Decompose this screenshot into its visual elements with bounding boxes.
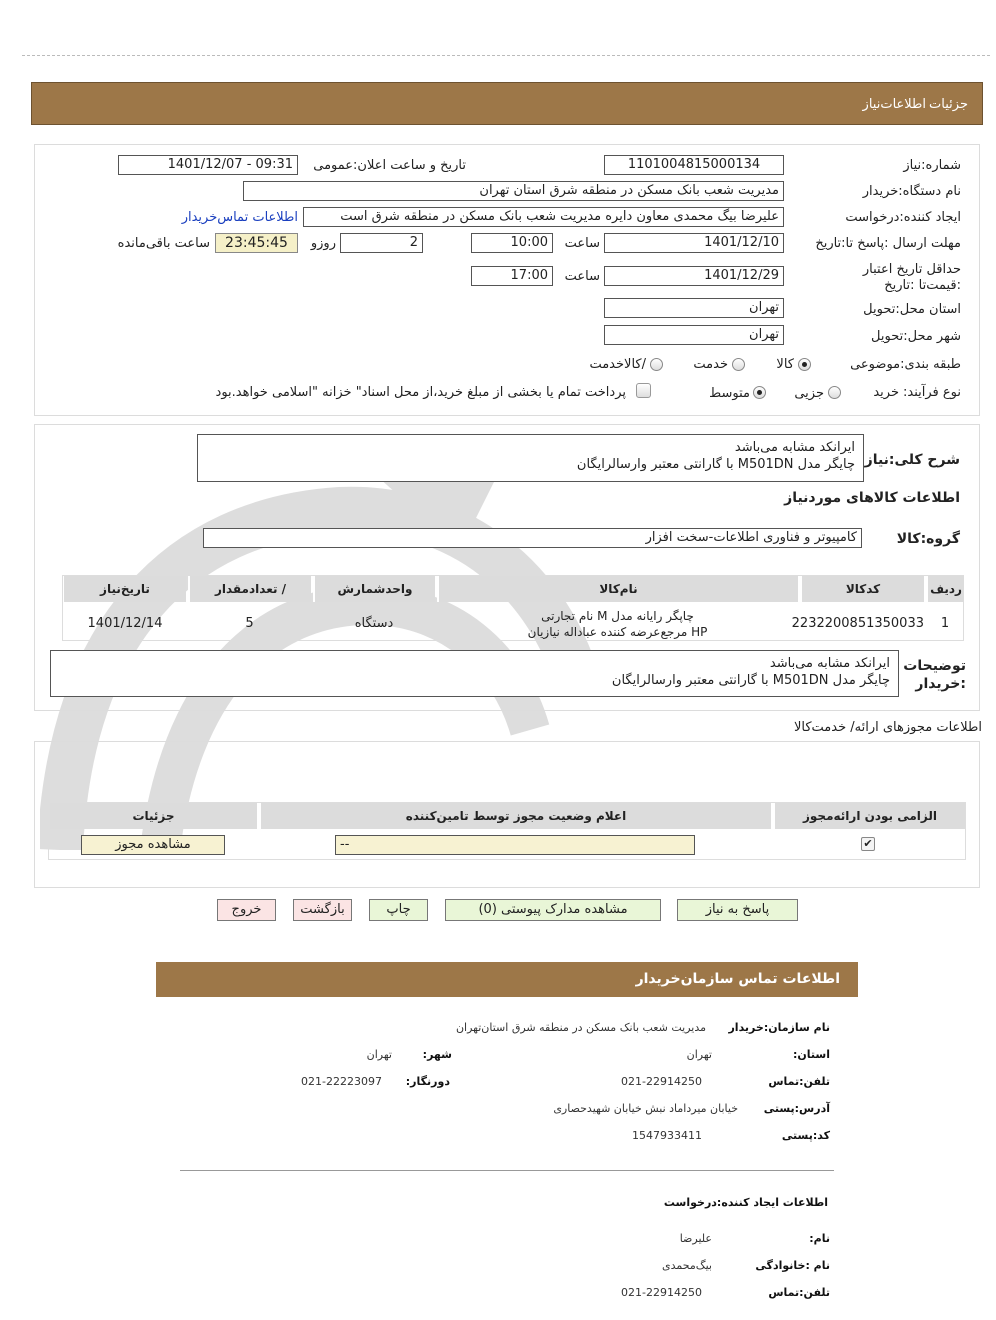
contact-address-value: خیابان میرداماد نبش خیابان شهیدحصاری xyxy=(553,1102,738,1115)
row-name-line1: چاپگر رایانه مدل M نام تجارتی xyxy=(541,609,694,623)
buyer-contact-link[interactable]: اطلاعات تماس‌خریدار xyxy=(181,210,298,225)
creator-title: اطلاعات ایجاد کننده:درخواست xyxy=(663,1196,828,1209)
row-index: 1 xyxy=(940,616,950,631)
deadline-date-field: 1401/12/10 xyxy=(604,233,784,253)
deadline-label: مهلت ارسال :پاسخ تا:تاریخ xyxy=(815,236,961,251)
contact-phone-label: تلفن:تماس xyxy=(768,1075,830,1088)
contact-divider xyxy=(180,1170,834,1171)
goods-info-title: اطلاعات کالاهای موردنیاز xyxy=(784,490,960,506)
process-purchase-label: خرید xyxy=(873,385,899,400)
province-field: تهران xyxy=(604,298,784,318)
announce-datetime-field: 1401/12/07 - 09:31 xyxy=(118,155,298,175)
requester-label: ایجاد کننده:درخواست xyxy=(845,210,961,225)
permits-title: اطلاعات مجوزهای ارائه/ خدمت‌کالا xyxy=(793,720,982,735)
buyer-notes-line1: ایرانکد مشابه می‌باشد xyxy=(769,656,890,671)
validity-label: حداقل تاریخ اعتبار :قیمت‌تا :تاریخ xyxy=(862,262,961,293)
permit-status-field: -- xyxy=(335,835,695,855)
creator-phone-value: 021-22914250 xyxy=(621,1286,702,1299)
contact-postal-label: کد:پستی xyxy=(781,1129,830,1142)
row-date: 1401/12/14 xyxy=(87,616,163,631)
creator-first-name-value: علیرضا xyxy=(679,1232,712,1245)
contact-header-bar xyxy=(156,962,858,997)
col-unit-header: واحدشمارش xyxy=(313,576,435,602)
requester-field: علیرضا بیگ محمدی معاون دایره مدیریت شعب بانک مسکن در منطقه شرق است xyxy=(303,207,784,227)
need-number-field: 1101004815000134 xyxy=(604,155,784,175)
row-code: 2232200851350033 xyxy=(791,616,924,631)
contact-postal-value: 1547933411 xyxy=(632,1129,702,1142)
city-label: شهر محل:تحویل xyxy=(871,329,961,344)
province-label: استان محل:تحویل xyxy=(863,302,961,317)
days-field: 2 xyxy=(340,233,423,253)
contact-phone-value: 021-22914250 xyxy=(621,1075,702,1088)
deadline-time-field: 10:00 xyxy=(471,233,553,253)
reply-button[interactable]: پاسخ به نیاز xyxy=(677,899,798,921)
need-number-label: شماره:نیاز xyxy=(903,158,961,173)
back-button[interactable]: بازگشت xyxy=(293,899,352,921)
buyer-notes-label-line2: :خریدار xyxy=(915,676,966,692)
header-bar xyxy=(31,82,983,125)
tab-need-info[interactable]: اطلاعات‌نیاز xyxy=(862,97,926,112)
deadline-time-label: ساعت xyxy=(564,236,600,251)
row-qty: 5 xyxy=(245,616,254,631)
goods-group-field: کامپیوتر و فناوری اطلاعات-سخت افزار xyxy=(203,528,862,548)
col-qty-header: / تعدادمقدار xyxy=(188,576,311,602)
treasury-payment-note: پرداخت تمام یا بخشی از مبلغ خرید،از محل اسناد" خزانه "اسلامی خواهد.بود xyxy=(215,385,626,400)
process-medium-label: متوسط xyxy=(709,386,750,401)
general-description-box xyxy=(197,434,864,482)
general-description-line1: ایرانکد مشابه می‌باشد xyxy=(734,440,855,455)
treasury-payment-checkbox[interactable] xyxy=(636,383,651,398)
contact-title: اطلاعات تماس سازمان‌خریدار xyxy=(635,971,840,987)
process-minor-radio[interactable] xyxy=(828,386,841,399)
category-label: طبقه بندی:موضوعی xyxy=(850,357,961,372)
row-unit: دستگاه xyxy=(354,616,394,631)
permit-required-checkbox[interactable]: ✔ xyxy=(861,837,875,851)
creator-last-name-label: نام :خانوادگی xyxy=(755,1259,830,1272)
top-divider xyxy=(22,55,990,56)
process-minor-label: جزیی xyxy=(794,386,824,401)
col-code-header: کدکالا xyxy=(800,576,924,602)
category-goods-service-radio[interactable] xyxy=(650,358,663,371)
view-permit-button[interactable]: مشاهده مجوز xyxy=(81,835,225,855)
validity-time-label: ساعت xyxy=(564,269,600,284)
days-label: روزو xyxy=(310,236,336,251)
category-service-radio[interactable] xyxy=(732,358,745,371)
city-field: تهران xyxy=(604,325,784,345)
general-description-line2: چایگر مدل M501DN با گارانتی معتبر وارسالرایگان xyxy=(576,457,855,472)
contact-address-label: آدرس:پستی xyxy=(763,1102,830,1115)
goods-group-label: گروه:کالا xyxy=(896,531,960,547)
contact-org-value: مدیریت شعب بانک مسکن در منطقه شرق استان‌تهران xyxy=(455,1021,706,1034)
validity-date-field: 1401/12/29 xyxy=(604,266,784,286)
creator-phone-label: تلفن:تماس xyxy=(768,1286,830,1299)
permit-status-header: اعلام وضعیت مجوز توسط تامین‌کننده xyxy=(259,803,771,829)
permit-details-header: جزئیات xyxy=(50,803,257,829)
buyer-notes-label xyxy=(903,657,966,693)
contact-province-value: تهران xyxy=(686,1048,712,1061)
buyer-notes-line2: چایگر مدل M501DN با گارانتی معتبر وارسالرایگان xyxy=(611,673,890,688)
validity-time-field: 17:00 xyxy=(471,266,553,286)
buyer-org-field: مدیریت شعب بانک مسکن در منطقه شرق استان تهران xyxy=(243,181,784,201)
row-name-line2: HP مرجع‌عرضه کننده عباداله نیازیان xyxy=(527,625,708,639)
announce-label: تاریخ و ساعت اعلان:عمومی xyxy=(313,158,466,173)
creator-first-name-label: نام: xyxy=(809,1232,830,1245)
col-row-header: ردیف xyxy=(926,576,964,602)
buyer-notes-box xyxy=(50,650,899,697)
contact-city-value: تهران xyxy=(366,1048,392,1061)
process-medium-radio[interactable] xyxy=(753,386,766,399)
process-label: نوع فرآیند: xyxy=(903,385,961,400)
category-goods-radio[interactable] xyxy=(798,358,811,371)
category-goods-label: کالا xyxy=(776,357,794,372)
contact-fax-value: 021-22223097 xyxy=(301,1075,382,1088)
exit-button[interactable]: خروج xyxy=(217,899,276,921)
row-name xyxy=(437,608,798,640)
category-goods-service-label: /کالاخدمت xyxy=(589,357,646,372)
tab-details[interactable]: جزئیات xyxy=(929,97,968,112)
col-name-header: نام‌کالا xyxy=(437,576,798,602)
remaining-time-field: 23:45:45 xyxy=(215,233,298,253)
attachments-button[interactable]: مشاهده مدارک پیوستی (0) xyxy=(445,899,661,921)
category-service-label: خدمت xyxy=(693,357,728,372)
col-date-header: تاریخ‌نیاز xyxy=(64,576,186,602)
creator-last-name-value: بیگ‌محمدی xyxy=(662,1259,712,1272)
buyer-notes-label-line1: توضیحات xyxy=(903,658,966,674)
contact-city-label: شهر: xyxy=(422,1048,452,1061)
contact-province-label: استان: xyxy=(793,1048,830,1061)
contact-fax-label: دورنگار: xyxy=(405,1075,450,1088)
contact-org-label: نام سازمان:خریدار xyxy=(728,1021,830,1034)
permit-required-header: الزامی بودن ارائه‌مجوز xyxy=(773,803,965,829)
remaining-label: ساعت باقی‌مانده xyxy=(117,236,210,251)
general-description-label: شرح کلی:نیاز xyxy=(864,452,960,468)
print-button[interactable]: چاپ xyxy=(369,899,428,921)
buyer-org-label: نام دستگاه:خریدار xyxy=(862,184,961,199)
